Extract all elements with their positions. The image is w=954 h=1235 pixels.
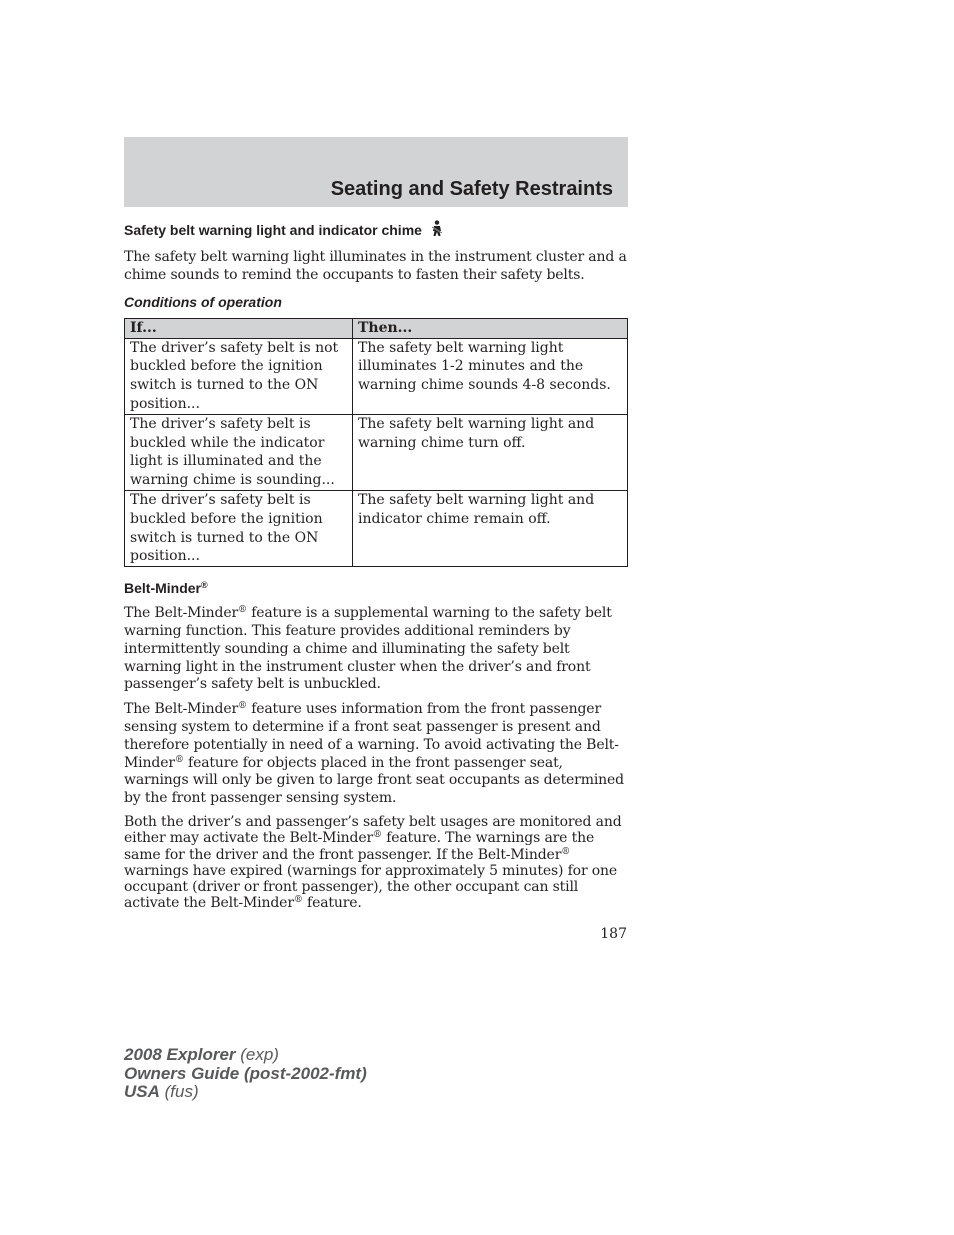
text-run: The Belt-Minder [124,701,239,718]
seatbelt-warning-icon [430,220,444,242]
table-header-row [125,318,628,338]
page-content [124,220,628,912]
text-run: feature. [302,895,362,912]
column-header-if: If... [125,318,353,338]
belt-minder-paragraph-2 [124,701,628,808]
section-header-band [124,137,628,207]
registered-mark: ® [201,580,208,591]
text-run: feature for objects placed in the front passenger seat, warnings will only be given to large front seat occupants as determined by the front passenger sensing system. [124,754,624,807]
table-cell-if: The driver’s safety belt is not buckled before the ignition switch is turned to the ON position... [125,338,353,414]
safety-belt-warning-heading-text: Safety belt warning light and indicator chime [124,222,422,238]
text-run: feature uses information from the front passenger sensing system to determine if a front seat passenger is present and therefore potentially in need of a warning. To avoid activating the Belt-Minder [124,701,619,771]
footer-model: 2008 Explorer [124,1045,236,1064]
safety-belt-warning-heading [124,220,628,242]
belt-minder-heading-text: Belt-Minder [124,580,201,597]
text-run: warnings have expired (warnings for approximately 5 minutes) for one occupant (driver or front passenger), the other occupant can still activate the Belt-Minder [124,862,618,912]
table-cell-if: The driver’s safety belt is buckled while the indicator light is illuminated and the warning chime is sounding... [125,414,353,490]
belt-minder-heading [124,578,628,598]
footer-region-code: (fus) [159,1082,199,1101]
registered-mark: ® [238,605,247,616]
table-row [125,338,628,414]
section-title: Seating and Safety Restraints [330,178,613,200]
footer-guide: Owners Guide (post-2002-fmt) [124,1063,367,1083]
footer-model-code: (exp) [235,1045,279,1064]
conditions-table [124,318,628,568]
registered-mark: ® [373,830,382,841]
footer-line-1 [124,1046,367,1065]
registered-mark: ® [561,846,571,857]
table-cell-then: The safety belt warning light and indicator chime remain off. [353,490,628,566]
belt-minder-paragraph-3 [124,814,628,912]
safety-belt-warning-body: The safety belt warning light illuminates in the instrument cluster and a chime sounds to remind the occupants to fasten their safety belts. [124,249,627,283]
conditions-heading: Conditions of operation [124,293,282,310]
column-header-then: Then... [353,318,628,338]
document-footer [124,1046,367,1102]
text-run: Both the driver’s and passenger’s safety belt usages are monitored and either may activate the Belt-Minder [124,813,622,847]
table-row [125,490,628,566]
table-row [125,414,628,490]
footer-region: USA [124,1082,160,1101]
registered-mark: ® [293,895,303,906]
text-run: feature. The warnings are the same for the driver and the front passenger. If the Belt-Minder [124,830,595,863]
table-cell-if: The driver’s safety belt is buckled before the ignition switch is turned to the ON position... [125,490,353,566]
text-run: feature is a supplemental warning to the safety belt warning function. This feature provides additional reminders by intermittently sounding a chime and illuminating the safety belt warning light in the instrument cluster when the driver’s and front passenger’s safety belt is unbuckled. [124,605,612,693]
text-run: The Belt-Minder [124,605,239,622]
page-number: 187 [600,926,627,942]
footer-line-2 [124,1065,367,1084]
footer-line-3 [124,1083,367,1102]
registered-mark: ® [238,701,247,712]
table-cell-then: The safety belt warning light illuminates 1-2 minutes and the warning chime sounds 4-8 seconds. [353,338,628,414]
belt-minder-paragraph-1 [124,605,628,694]
table-cell-then: The safety belt warning light and warning chime turn off. [353,414,628,490]
registered-mark: ® [174,754,184,765]
